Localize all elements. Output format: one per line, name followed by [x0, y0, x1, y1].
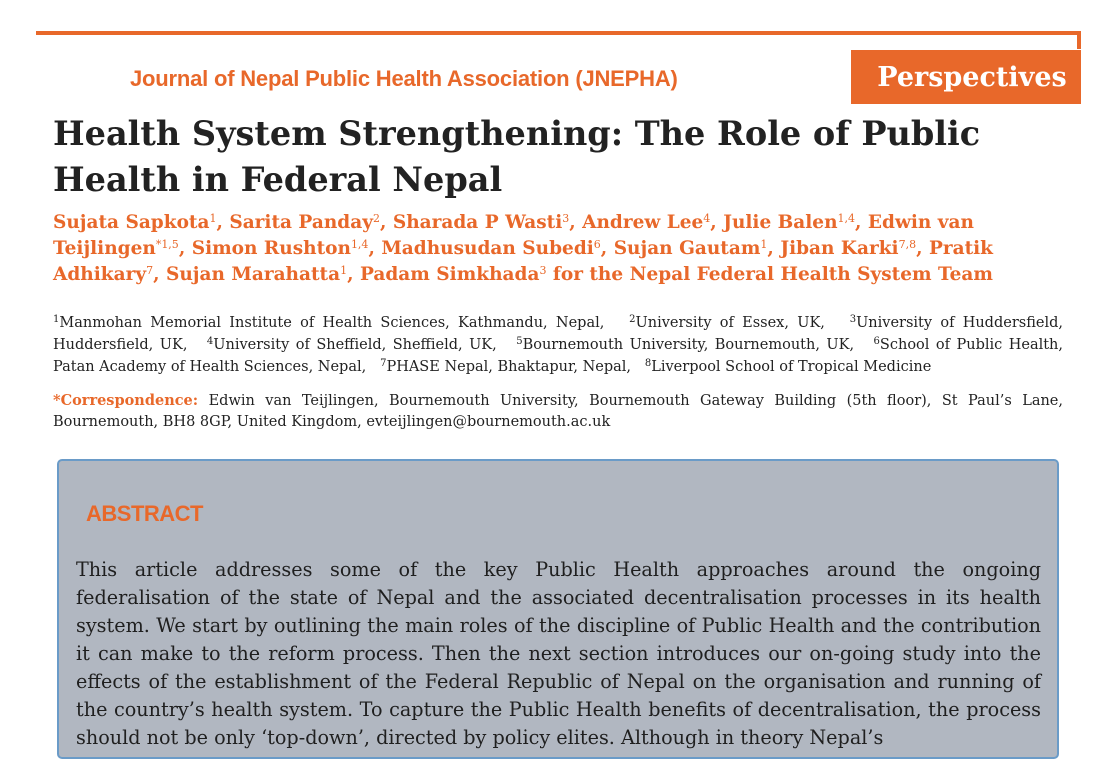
author-name: Jiban Karki	[780, 238, 899, 259]
author-name: Padam Simkhada	[359, 264, 540, 285]
author-affiliation-marker: *1,5	[155, 238, 179, 251]
affiliation-item: $^6$School of Public Health, Patan Academy of Health Sciences, Nepal,	[53, 336, 1064, 375]
author-name: Madhusudan Subedi	[381, 238, 594, 259]
section-tag: Perspectives	[851, 50, 1081, 104]
affiliation-item: $^5$Bournemouth University, Bournemouth, UK,	[516, 336, 855, 353]
affiliation-item: $^3$University of Huddersfield, Huddersfield, UK,	[53, 314, 1063, 353]
header-rule-tick	[1077, 31, 1081, 49]
author-name: Julie Balen	[723, 212, 838, 233]
author-affiliation-marker: 7	[146, 264, 154, 277]
abstract-text: This article addresses some of the key Public Health approaches around the ongoing federalisation of the state of Nepal and the associated decentralisation processes in its health system. We start by outlining the main roles of the discipline of Public Health and the contribution it can make to the reform process. Then the next section introduces our on-going study into the effects of the establishment of the Federal Republic of Nepal on the organisation and running of the country’s health system. To capture the Public Health benefits of decentralisation, the process should not be only ‘top-down’, directed by policy elites. Although in theory Nepal’s	[76, 558, 1041, 749]
affiliation-item: $^8$Liverpool School of Tropical Medicine	[644, 358, 932, 375]
author-affiliation-marker: 6	[593, 238, 601, 251]
author-name: Sujata Sapkota	[53, 212, 210, 233]
author-affiliation-marker: 1	[760, 238, 768, 251]
team-name: for the Nepal Federal Health System Team	[546, 264, 993, 285]
author-name: Sarita Panday	[229, 212, 373, 233]
author-name: Simon Rushton	[191, 238, 351, 259]
author-name: Sujan Marahatta	[165, 264, 341, 285]
correspondence-label: *Correspondence:	[53, 392, 199, 409]
author-affiliation-marker: 1	[340, 264, 348, 277]
journal-name[interactable]: Journal of Nepal Public Health Association (JNEPHA)	[130, 66, 678, 91]
affiliation-item: $^2$University of Essex, UK,	[629, 314, 825, 331]
affiliation-item: $^7$PHASE Nepal, Bhaktapur, Nepal,	[380, 358, 632, 375]
author-affiliation-marker: 4	[703, 212, 711, 225]
article-title: Health System Strengthening: The Role of Public Health in Federal Nepal	[53, 114, 981, 199]
abstract-box	[57, 459, 1059, 759]
author-name: Pratik Adhikary	[53, 238, 994, 285]
author-affiliation-marker: 2	[372, 212, 380, 225]
author-affiliation-marker: 7,8	[898, 238, 917, 251]
author-affiliation-marker: 1,4	[350, 238, 369, 251]
affiliations	[53, 312, 1063, 378]
author-affiliation-marker: 3	[562, 212, 570, 225]
author-name: Andrew Lee	[582, 212, 704, 233]
header-rule	[36, 31, 1081, 35]
correspondence-text: Edwin van Teijlingen, Bournemouth University, Bournemouth Gateway Building (5th floor), St Paul’s Lane, Bournemouth, BH8 8GP, United Kingdom, evteijlingen@bournemouth.ac.uk	[53, 393, 1064, 430]
author-list: Sujata Sapkota$^1$, Sarita Panday$^2$, Sharada P Wasti$^3$, Andrew Lee$^4$, Julie Balen$^{1,4}$, Edwin van Teijlingen$^{*1,5}$, Simon Rushton$^{1,4}$, Madhusudan Subedi$^6$, Sujan Gautam$^1$, Jiban Karki$^{7,8}$, Pratik Adhikary$^7$, Sujan Marahatta$^1$, Padam Simkhada$^3$ for the Nepal Federal Health System Team	[53, 212, 994, 285]
affiliation-item: $^4$University of Sheffield, Sheffield, UK,	[206, 336, 497, 353]
affiliation-item: $^1$Manmohan Memorial Institute of Health Sciences, Kathmandu, Nepal,	[53, 314, 605, 331]
author-name: Sharada P Wasti	[392, 212, 563, 233]
author-affiliation-marker: 3	[539, 264, 547, 277]
author-affiliation-marker: 1,4	[837, 212, 856, 225]
author-affiliation-marker: 1	[209, 212, 217, 225]
abstract-heading: ABSTRACT	[86, 501, 203, 526]
correspondence	[53, 390, 1063, 433]
author-name: Sujan Gautam	[613, 238, 761, 259]
author-name: Edwin van Teijlingen	[53, 212, 974, 259]
